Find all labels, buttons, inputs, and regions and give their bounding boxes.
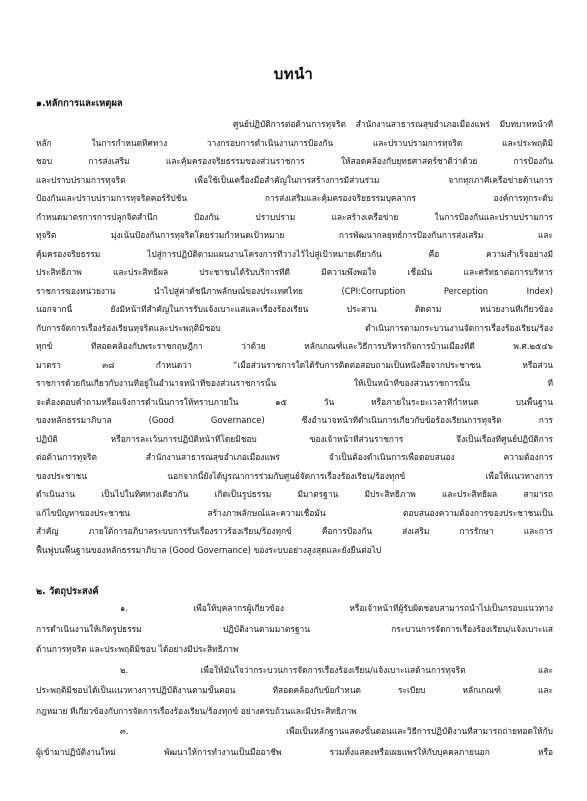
paragraph-line: ๓. เพื่อเป็นหลักฐานแสดงขั้นตอนและวิธีการปฏิบัติงานที่สามารถถ่ายทอดให้กับ: [120, 726, 553, 736]
paragraph-line: ของประชาชน นอกจากนี้ยังได้บูรณาการร่วมกับศูนย์จัดการเรื่องร้องเรียน/ร้องทุกข์ เพื่อให้แนวทางการ: [36, 470, 553, 481]
paragraph-line: ประพฤติมิชอบได้เป็นแนวทางการปฏิบัติงานตามขั้นตอน ที่สอดคล้องกับข้อกำหนด ระเบียบ หลักเกณฑ์ และ: [36, 685, 553, 695]
paragraph-line: ป้องกันและปราบปรามการทุจริตคอร์รัปชั่น การส่งเสริมและคุ้มครองจริยธรรมบุคลากร องค์การทุกระดับ: [36, 193, 553, 203]
paragraph-line: ทุจริต มุ่งเน้นป้องกันการทุจริตโดยร่วมกำหนดเป้าหมาย การพัฒนากลยุทธ์การป้องกันการส่งเสริม และ: [36, 230, 553, 240]
paragraph-line: หลัก ในการกำหนดทิศทาง วางกรอบการดำเนินงานการป้องกัน และปราบปรามการทุจริต และประพฤติมิ: [36, 137, 553, 148]
paragraph-line: ของหลักธรรมาภิบาล (Good Governance) ซึ่งอำนาจหน้าที่ดำเนินการเกี่ยวกับข้อร้องเรียนการทุจริต การ: [36, 415, 553, 425]
paragraph-line: กำหนดมาตรการการปลูกจิตสำนึก ป้องกัน ปราบปราม และสร้างเครือข่าย ในการป้องกันและปราบปรามการ: [36, 211, 553, 222]
paragraph-line: คุ้มครองจริยธรรม ไปสู่การปฏิบัติตามแผนงานโครงการที่วางไว้ไปสู่เป้าหมายเดียวกัน คือ ความสำเร็จอย่างมี: [36, 248, 553, 259]
paragraph-line: ๑. เพื่อให้บุคลากรผู้เกี่ยวข้อง หรือเจ้าหน้าที่ผู้รับผิดชอบสามารถนำไปเป็นกรอบแนวทาง: [120, 603, 553, 613]
paragraph-line: ราชการของหน่วยงาน นำไปสู่ค่าดัชนีภาพลักษณ์ของประเทศไทย (CPI:Corruption Perception Index): [36, 285, 553, 296]
section-heading-objectives: ๒. วัตถุประสงค์: [36, 586, 99, 597]
paragraph-line: ชอบ การส่งเสริม และคุ้มครองจริยธรรมของส่วนราชการ ให้สอดคล้องกับยุทธศาสตร์ชาติว่าด้วย การป้องกัน: [36, 156, 553, 166]
paragraph-line: กฎหมาย ที่เกี่ยวข้องกับการจัดการเรื่องร้องเรียน/ร้องทุกข์ อย่างครบถ้วนและมีประสิทธิภาพ: [36, 705, 357, 716]
paragraph-line: ดำเนินงาน เป็นไปในทิศทางเดียวกัน เกิดเป็นรูปธรรม มีมาตรฐาน มีประสิทธิภาพ และประสิทธิผล สามารถ: [36, 489, 553, 499]
paragraph-line: ด้านการทุจริต และประพฤติมิชอบ ได้อย่างมีประสิทธิภาพ: [36, 644, 239, 654]
paragraph-line: สำคัญ ภายใต้การอภิบาลระบบการรับเรื่องราวร้องเรียน/ร้องทุกข์ คือการป้องกัน ส่งเสริม การรักษา และการ: [36, 526, 553, 536]
section-heading-principles: ๑.หลักการและเหตุผล: [36, 98, 123, 109]
paragraph-line: และปราบปรามการทุจริต เพื่อใช้เป็นเครื่องมือสำคัญในการสร้างการมีส่วนร่วม จากทุกภาคีเครือข่ายด้านการ: [36, 174, 553, 185]
paragraph-line: ต่อต้านการทุจริต สำนักงานสาธารณสุขอำเภอเมืองแพร่ จำเป็นต้องดำเนินการเพื่อตอบสนอง ความต้องการ: [36, 452, 553, 462]
paragraph-line: ฟื้นฟูบนพื้นฐานของหลักธรรมาภิบาล (Good Governance) ของระบบอย่างสูงสุดและยั่งยืนต่อไป: [36, 544, 382, 555]
paragraph-line: ผู้เข้ามาปฏิบัติงานใหม่ พัฒนาให้การทำงานเป็นมืออาชีพ รวมทั้งแสดงหรือเผยแพร่ให้กับบุคคลภายนอก หรือ: [36, 746, 553, 757]
page-title: บทนำ: [273, 65, 314, 83]
paragraph-line: ประสิทธิภาพ และประสิทธิผล ประชาชนได้รับบริการที่ดี มีความพึงพอใจ เชื่อมั่น และศรัทธาต่อการบริหาร: [36, 267, 553, 277]
paragraph-line: แก้ไขปัญหาของประชาชน สร้างภาพลักษณ์และความเชื่อมั่น ตอบสนองความต้องการของประชาชนเป็น: [36, 507, 553, 518]
paragraph-line: การดำเนินงานให้เกิดรูปธรรม ปฏิบัติงานตามมาตรฐาน กระบวนการจัดการเรื่องร้องเรียน/แจ้งเบาะแส: [36, 623, 553, 634]
paragraph-line: นอกจากนี้ ยังมีหน้าที่สำคัญในการรับแจ้งเบาะแสและเรื่องร้องเรียน ประสาน ติดตาม หน่วยงานที่เกี่ยวข้อง: [36, 304, 553, 314]
paragraph-line: ราชการด้วยกันเกี่ยวกับงานที่อยู่ในอำนาจหน้าที่ของส่วนราชการนั้น ให้เป็นหน้าที่ของส่วนราชการนั้น ที่: [36, 378, 553, 388]
paragraph-line: กับการจัดการเรื่องร้องเรียนทุจริตและประพฤติมิชอบ ดำเนินการตามกระบวนงานจัดการเรื่องร้องเรียน/ร้อง: [36, 322, 553, 333]
paragraph-line: ศูนย์ปฏิบัติการต่อต้านการทุจริต สำนักงานสาธารณสุขอำเภอเมืองแพร่ มีบทบาทหน้าที่: [233, 119, 553, 129]
paragraph-line: มาตรา ๓๘ กำหนดว่า “เมื่อส่วนราชการใดได้รับการติดต่อสอบถามเป็นหนังสือจากประชาชน หรือส่วน: [36, 359, 553, 370]
paragraph-line: ๒. เพื่อให้มั่นใจว่ากระบวนการจัดการเรื่องร้องเรียน/แจ้งเบาะแสด้านการทุจริต และ: [120, 664, 553, 675]
paragraph-line: จะต้องตอบคำถามหรือแจ้งการดำเนินการให้ทราบภายใน ๑๕ วัน หรือภายในระยะเวลาที่กำหนด บนพื้นฐาน: [36, 396, 553, 407]
paragraph-line: ปฏิบัติ หรือการละเว้นการปฏิบัติหน้าที่โดยมิชอบ ของเจ้าหน้าที่ส่วนราชการ จึงเป็นเรื่องที่ศูนย์ปฏิบัติการ: [36, 433, 553, 444]
paragraph-line: ทุกข์ ที่สอดคล้องกับพระราชกฤษฎีกา ว่าด้วย หลักเกณฑ์และวิธีการบริหารกิจการบ้านเมืองที่ดี พ.ศ.๒๕๔๖: [36, 341, 553, 351]
